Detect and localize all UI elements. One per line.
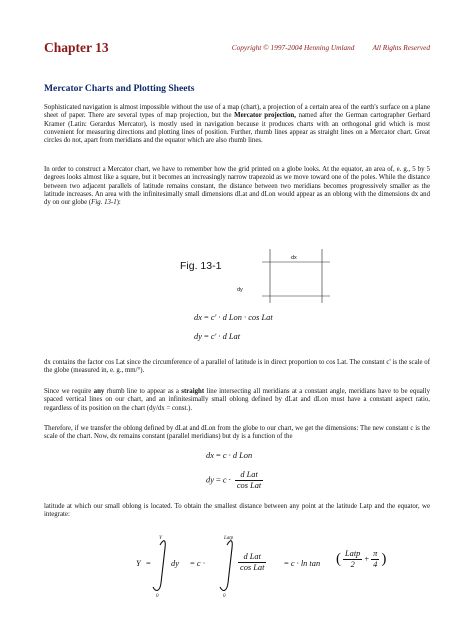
fraction-numerator: Latp: [345, 549, 361, 558]
integral-1-body: dy: [171, 559, 179, 568]
fraction-denominator: 4: [373, 560, 378, 569]
equation-constant-c: c: [196, 559, 201, 568]
integral-1-lower: 0: [156, 594, 159, 599]
emphasis-any: any: [93, 388, 105, 395]
fraction-numerator: d Lat: [238, 552, 266, 563]
emphasis-straight: straight: [181, 388, 205, 395]
fraction-denominator: 2: [350, 560, 355, 569]
fraction-numerator: π: [373, 549, 378, 558]
paragraph-rhumb-text-2: rhumb line to appear as a: [104, 388, 182, 395]
section-title: Mercator Charts and Plotting Sheets: [44, 83, 195, 94]
equation-rhs: c' · d Lat: [210, 332, 241, 341]
copyright-line: [214, 43, 430, 52]
term-mercator-projection: Mercator projection,: [234, 112, 296, 120]
paragraph-integrate: latitude at which our small oblong is located. To obtain the smallest distance between any point at the latitude Latp and the equator, we integrate:: [44, 503, 430, 519]
equation-dy-chart: dy = c · $\frac{\text{d Lat}}{\text{cos Lat}}$: [206, 470, 262, 490]
paragraph-chart-scale: Therefore, if we transfer the oblong defined by dLat and dLon from the globe to our chart, we get the dimensions: The new constant c is the scale of the chart. Now, dx remains constant (parallel meridians) but dy is a function of the: [44, 425, 430, 441]
integral-2-lower: 0: [223, 594, 226, 599]
equation-fraction: [235, 470, 263, 491]
equation-lhs: dy: [194, 332, 202, 341]
paragraph-intro-text-2: named after the German cartographer Gerhard Kramer (Latin: Gerardus Mercator), is mostly used in navigation because it produces charts with an orthogonal grid which is most convenient for measuring directions and plotting lines of position. Further, rhumb lines appear as straight lines on a Mercator chart. Great circles do not, apart from meridians and the equator which are also rhumb lines.: [44, 112, 430, 145]
paragraph-cos-lat: dx contains the factor cos Lat since the circumference of a parallel of latitude is in direct proportion to cos Lat. The constant c' is the scale of the globe (measured in, e. g., mm/°).: [44, 359, 430, 375]
equation-dx-chart: dx = c · d Lon: [206, 451, 253, 460]
rights-text: All Rights Reserved: [372, 43, 430, 52]
paragraph-intro: [44, 104, 430, 145]
paragraph-rhumb-text-3: line intersecting all meridians at a constant angle, meridians have to be equally spaced vertical lines on our chart, and an infinitesimally small oblong defined by dLat and dLon must have a constant aspect ratio, regardless of its position on the chart (dy/dx = const.).: [44, 388, 431, 412]
integral-2-body: [236, 552, 268, 573]
paragraph-rhumb-text: Since we require: [44, 388, 94, 395]
paragraph-globe-text-2: ):: [116, 199, 121, 207]
equation-fraction: [343, 549, 362, 570]
chapter-title: Chapter 13: [44, 40, 109, 55]
equation-fraction: [371, 549, 379, 570]
paragraph-rhumb-line: [44, 388, 430, 413]
figure-caption: Fig. 13-1: [180, 260, 222, 272]
equation-lhs: dx: [194, 313, 202, 322]
paragraph-globe-text: In order to construct a Mercator chart, we have to remember how the grid printed on a globe looks. At the equator, an area of, e. g., 5 by 5 degrees looks almost like a square, but it becomes an increasingly narrow trapezoid as we move toward one of the poles. While the distance between two adjacent parallels of latitude remains constant, the distance between two meridians becomes progressively smaller as the latitude increases. An area with the infinitesimally small dimensions dLat and dLon would appear as an oblong with the dimensions dx and dy on our globe (: [44, 166, 430, 207]
figure-dy-label: dy: [237, 287, 243, 293]
equation-rhs: c' · d Lon · cos Lat: [210, 313, 273, 322]
fraction-denominator: cos Lat: [236, 481, 262, 490]
equation-equals-1: =: [146, 559, 151, 568]
fraction-denominator: cos Lat: [240, 563, 265, 572]
figure-reference: Fig. 13-1: [91, 199, 117, 207]
paragraph-globe-grid: [44, 166, 430, 207]
equation-rhs-lntan: = c · ln tan: [284, 559, 321, 568]
equation-lhs: dx: [206, 451, 214, 460]
equation-lhs: dy: [206, 475, 214, 485]
integral-1-upper: Y: [159, 536, 162, 541]
integral-sign-2: [220, 541, 232, 591]
equation-factor: c ·: [222, 475, 231, 485]
integral-sign-1: [153, 541, 165, 591]
copyright-text: Copyright © 1997-2004 Henning Umland: [231, 43, 355, 52]
integral-2-upper: Latp: [224, 536, 234, 541]
paragraph-intro-text: Sophisticated navigation is almost impossible without the use of a map (chart), a projection of a certain area of the earth's surface on a plane sheet of paper. There are several types of map projection, but the: [44, 104, 430, 120]
equation-tan-argument: ( $\frac{\text{Latp}}{2}$ + $\frac{\pi}{4}$ ): [336, 549, 387, 569]
equation-dx-globe: dx = c' · d Lon · cos Lat: [194, 313, 273, 322]
equation-fraction: [238, 552, 266, 573]
figure-dx-label: dx: [291, 255, 297, 261]
equation-equals-2: = c ·: [190, 559, 206, 568]
equation-rhs: c · d Lon: [222, 451, 253, 460]
equation-dy-globe: dy = c' · d Lat: [194, 332, 241, 341]
fraction-numerator: d Lat: [235, 470, 263, 481]
page-header: [44, 40, 430, 56]
equation-rhs: c · ln tan: [290, 559, 321, 568]
equation-Y: Y: [136, 559, 141, 568]
